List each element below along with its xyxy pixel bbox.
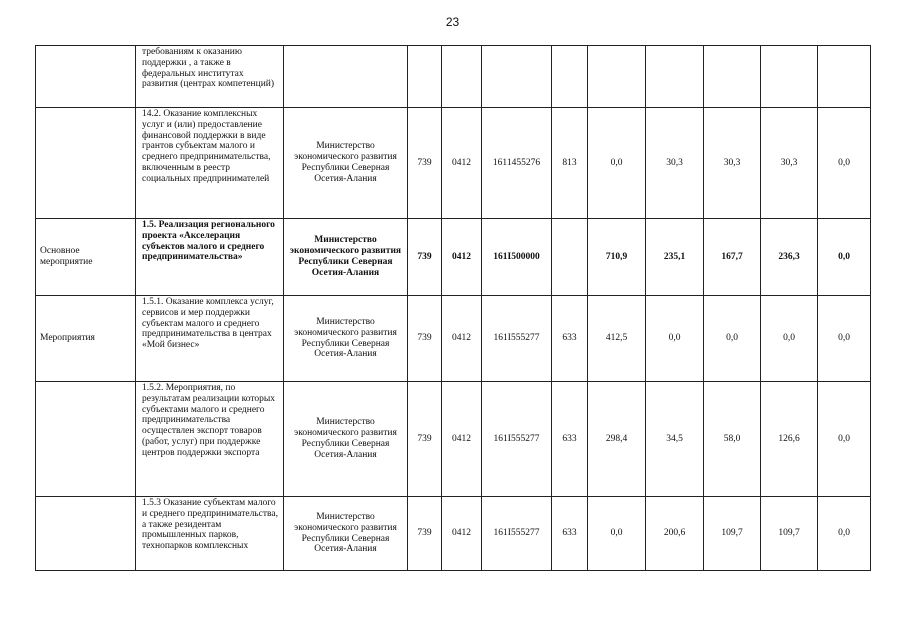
grbs-cell: 739 (408, 108, 442, 219)
value-cell-2 (646, 46, 704, 108)
vr-cell: 633 (552, 497, 588, 571)
value-cell-2: 34,5 (646, 382, 704, 497)
value-cell-1: 0,0 (588, 108, 646, 219)
csr-cell: 1611455276 (482, 108, 552, 219)
value-cell-4: 0,0 (761, 296, 818, 382)
section-cell: 0412 (442, 497, 482, 571)
ministry-cell: Министерство экономического развития Республики Северная Осетия-Алания (284, 219, 408, 296)
value-cell-4: 109,7 (761, 497, 818, 571)
section-cell: 0412 (442, 219, 482, 296)
value-cell-1: 298,4 (588, 382, 646, 497)
table-row (36, 108, 871, 219)
section-cell (442, 46, 482, 108)
event-description-cell: 14.2. Оказание комплексных услуг и (или) предоставление финансовой поддержки в виде грантов субъектам малого и среднего предпринимательства, включенным в реестр социальных предпринимателей (136, 108, 284, 219)
table-row (36, 219, 871, 296)
section-cell: 0412 (442, 296, 482, 382)
page-number: 23 (445, 15, 460, 29)
value-cell-3: 0,0 (704, 296, 761, 382)
value-cell-3: 30,3 (704, 108, 761, 219)
ministry-cell (284, 46, 408, 108)
event-type-cell: Мероприятия (36, 296, 136, 382)
table-row (36, 382, 871, 497)
value-cell-1: 710,9 (588, 219, 646, 296)
grbs-cell (408, 46, 442, 108)
ministry-cell: Министерство экономического развития Республики Северная Осетия-Алания (284, 108, 408, 219)
vr-cell (552, 219, 588, 296)
csr-cell: 161I555277 (482, 497, 552, 571)
value-cell-5: 0,0 (818, 108, 871, 219)
ministry-cell: Министерство экономического развития Республики Северная Осетия-Алания (284, 382, 408, 497)
grbs-cell: 739 (408, 382, 442, 497)
value-cell-2: 0,0 (646, 296, 704, 382)
value-cell-5: 0,0 (818, 219, 871, 296)
value-cell-3: 109,7 (704, 497, 761, 571)
value-cell-3: 58,0 (704, 382, 761, 497)
budget-table (35, 45, 871, 571)
table-row (36, 497, 871, 571)
value-cell-4: 236,3 (761, 219, 818, 296)
value-cell-1: 0,0 (588, 497, 646, 571)
event-description-cell: 1.5.1. Оказание комплекса услуг, сервисов и мер поддержки субъектам малого и среднего предпринимательства в центрах «Мой бизнес» (136, 296, 284, 382)
grbs-cell: 739 (408, 296, 442, 382)
table-row (36, 296, 871, 382)
event-type-cell: Основное мероприятие (36, 219, 136, 296)
event-type-cell (36, 382, 136, 497)
table-row (36, 46, 871, 108)
value-cell-2: 200,6 (646, 497, 704, 571)
vr-cell: 633 (552, 296, 588, 382)
vr-cell: 633 (552, 382, 588, 497)
value-cell-2: 30,3 (646, 108, 704, 219)
value-cell-3: 167,7 (704, 219, 761, 296)
event-type-cell (36, 108, 136, 219)
grbs-cell: 739 (408, 219, 442, 296)
section-cell: 0412 (442, 382, 482, 497)
value-cell-1 (588, 46, 646, 108)
value-cell-5: 0,0 (818, 382, 871, 497)
ministry-cell: Министерство экономического развития Республики Северная Осетия-Алания (284, 497, 408, 571)
event-description-cell: 1.5.3 Оказание субъектам малого и среднего предпринимательства, а также резидентам промышленных парков, технопарков комплексных (136, 497, 284, 571)
value-cell-4: 30,3 (761, 108, 818, 219)
value-cell-5 (818, 46, 871, 108)
value-cell-3 (704, 46, 761, 108)
csr-cell: 161I555277 (482, 382, 552, 497)
value-cell-4: 126,6 (761, 382, 818, 497)
grbs-cell: 739 (408, 497, 442, 571)
section-cell: 0412 (442, 108, 482, 219)
csr-cell: 161I500000 (482, 219, 552, 296)
value-cell-5: 0,0 (818, 497, 871, 571)
value-cell-5: 0,0 (818, 296, 871, 382)
csr-cell (482, 46, 552, 108)
event-description-cell: требованиям к оказанию поддержки , а также в федеральных институтах развития (центрах компетенций) (136, 46, 284, 108)
event-description-cell: 1.5. Реализация регионального проекта «Акселерация субъектов малого и среднего предпринимательства» (136, 219, 284, 296)
csr-cell: 161I555277 (482, 296, 552, 382)
value-cell-1: 412,5 (588, 296, 646, 382)
vr-cell (552, 46, 588, 108)
value-cell-2: 235,1 (646, 219, 704, 296)
vr-cell: 813 (552, 108, 588, 219)
event-description-cell: 1.5.2. Мероприятия, по результатам реализации которых субъектами малого и среднего предпринимательства осуществлен экспорт товаров (работ, услуг) при поддержке центров поддержки экспорта (136, 382, 284, 497)
event-type-cell (36, 46, 136, 108)
ministry-cell: Министерство экономического развития Республики Северная Осетия-Алания (284, 296, 408, 382)
value-cell-4 (761, 46, 818, 108)
event-type-cell (36, 497, 136, 571)
